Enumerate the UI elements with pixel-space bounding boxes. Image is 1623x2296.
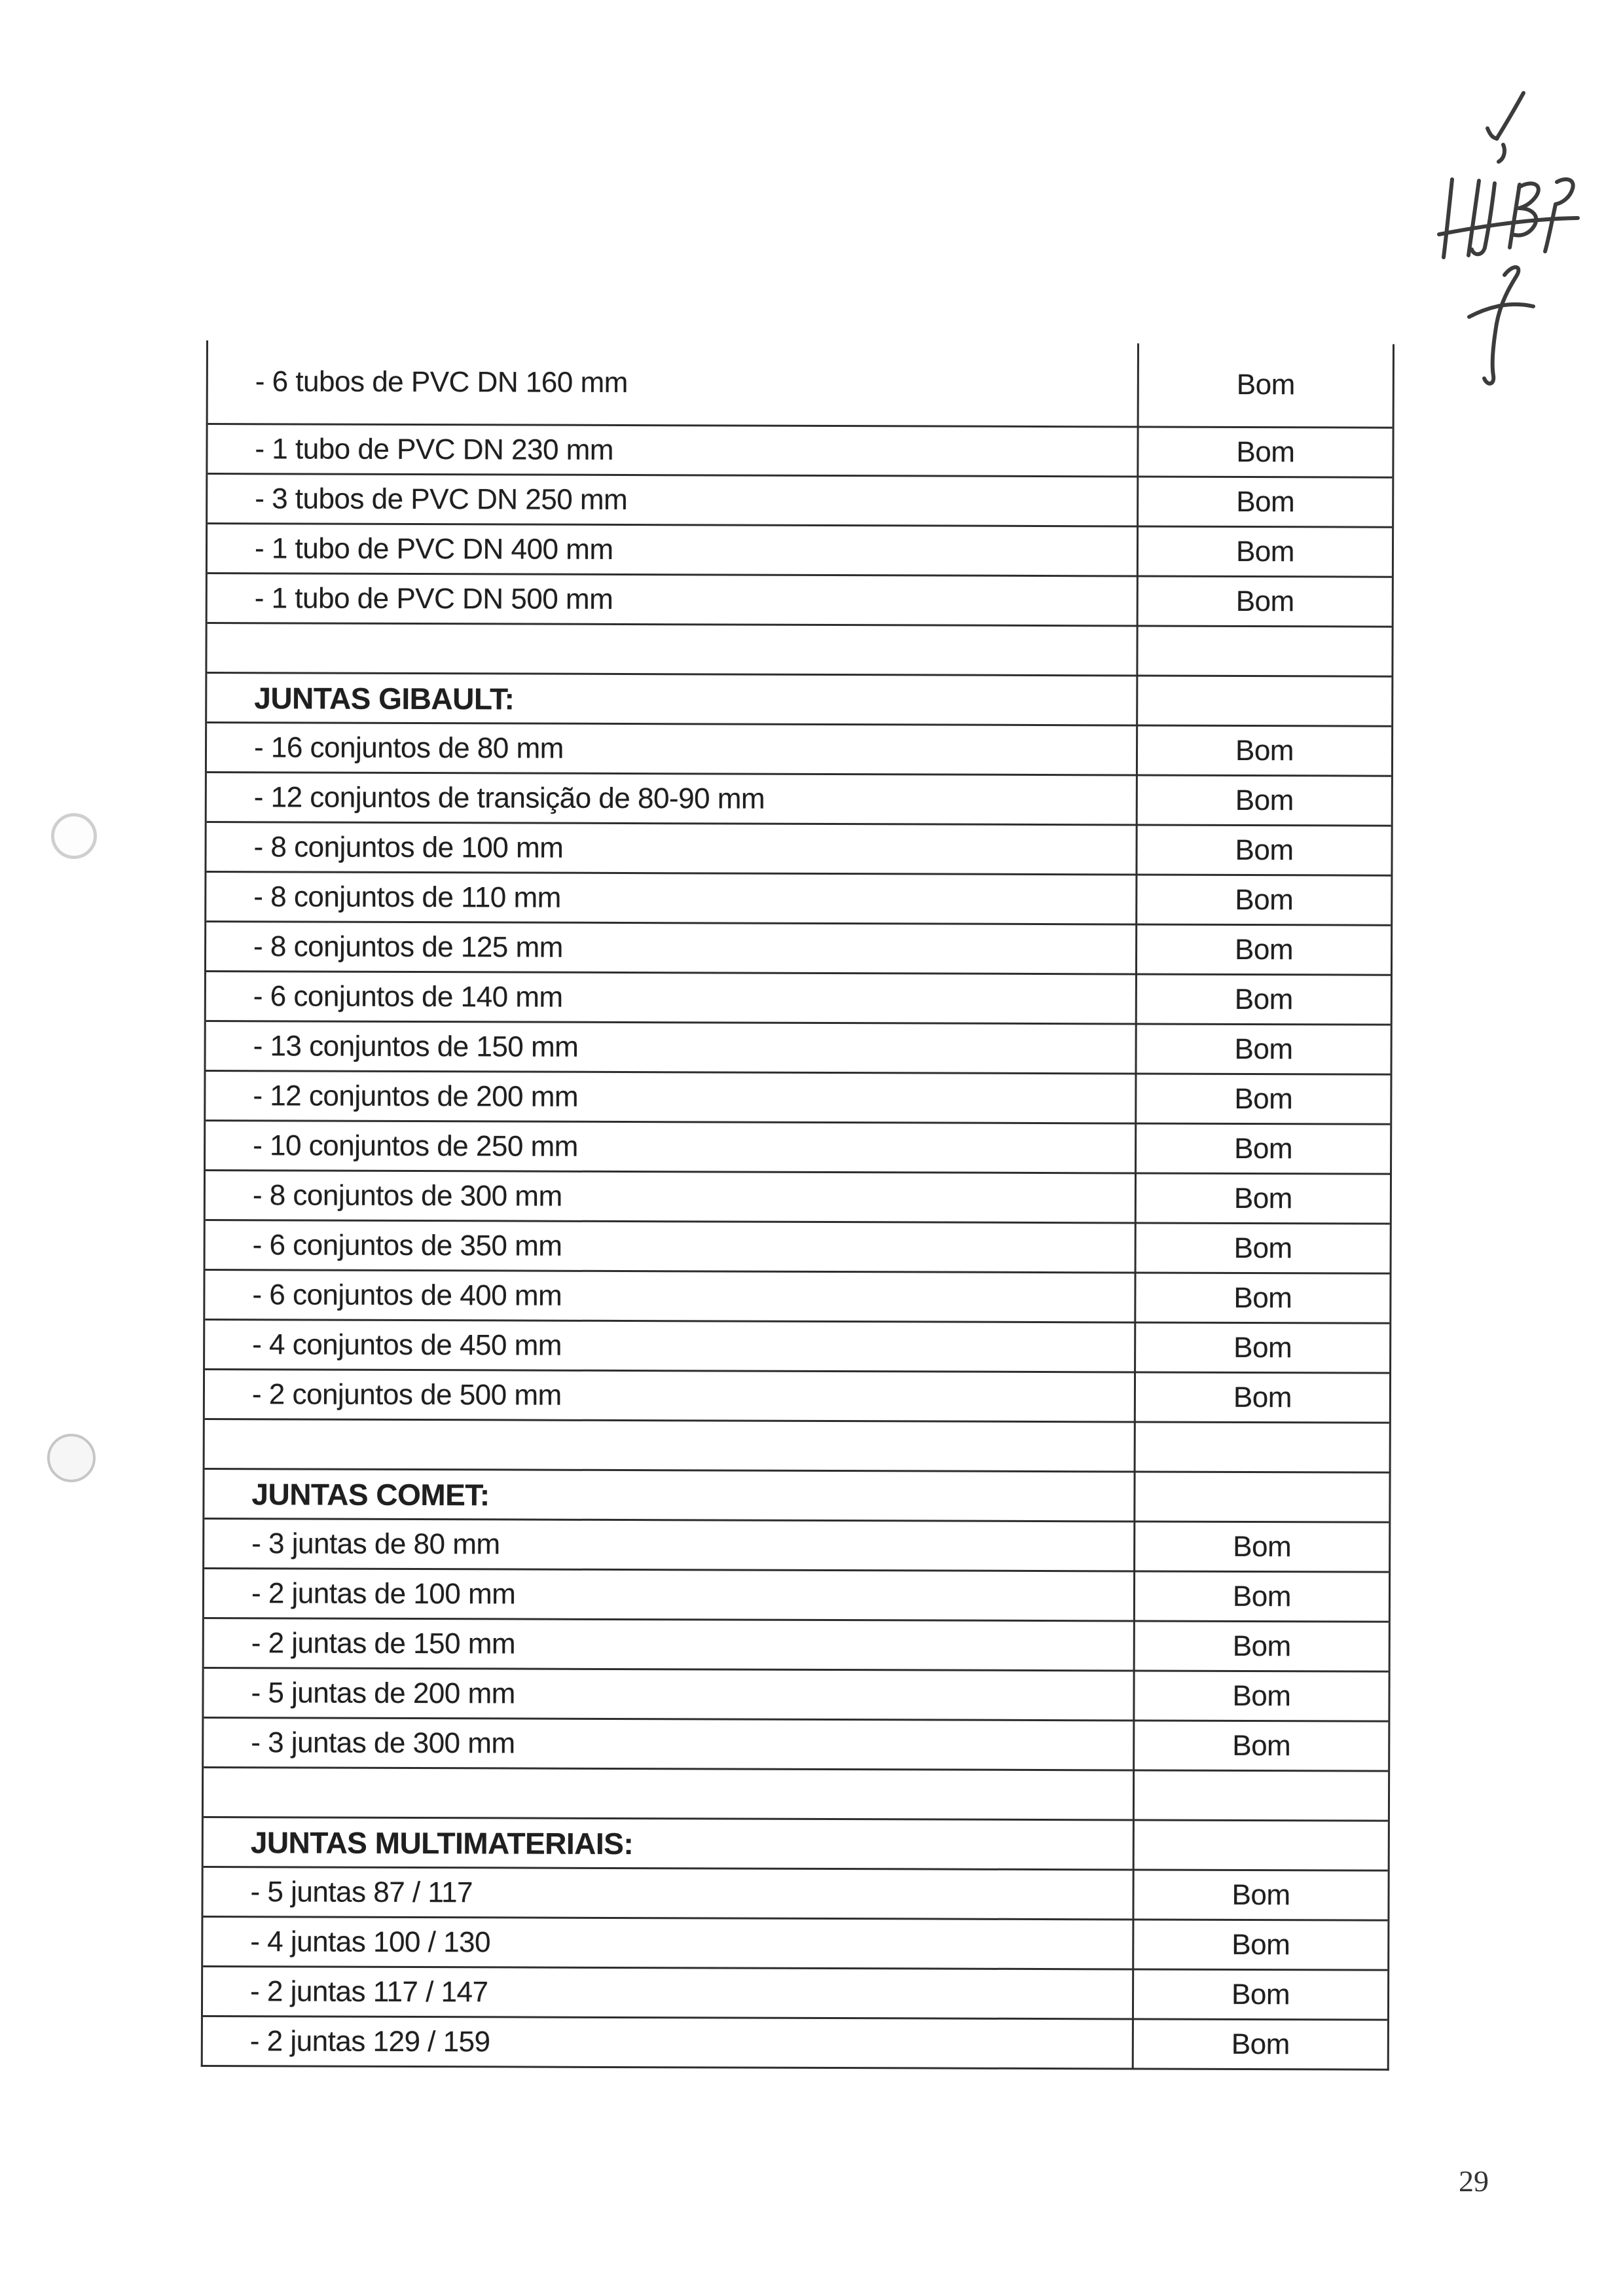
status-cell: Bom	[1133, 1671, 1388, 1720]
status-cell: Bom	[1133, 1622, 1389, 1670]
table-row	[208, 522, 1392, 576]
item-cell: - 8 conjuntos de 125 mm	[253, 930, 563, 964]
item-cell: - 4 juntas 100 / 130	[250, 1925, 491, 1958]
status-cell: Bom	[1136, 726, 1391, 774]
item-cell: - 6 conjuntos de 140 mm	[253, 979, 563, 1013]
table-row	[208, 473, 1392, 526]
table-row	[204, 1518, 1389, 1571]
item-cell: - 2 conjuntos de 500 mm	[251, 1377, 562, 1412]
section-header-cell: JUNTAS GIBAULT:	[254, 680, 515, 716]
status-cell: Bom	[1133, 1572, 1389, 1620]
status-cell: Bom	[1137, 428, 1392, 476]
section-header-row	[207, 672, 1391, 725]
status-cell	[1136, 627, 1391, 675]
status-cell: Bom	[1135, 1124, 1390, 1173]
item-cell: - 2 juntas de 150 mm	[251, 1626, 516, 1660]
status-cell: Bom	[1135, 925, 1391, 974]
section-header-row	[204, 1816, 1388, 1870]
table-row	[207, 771, 1391, 825]
table-row	[206, 871, 1391, 924]
status-cell: Bom	[1133, 1721, 1388, 1770]
table-row	[206, 1219, 1390, 1273]
table-row	[205, 1368, 1389, 1422]
status-cell: Bom	[1137, 343, 1393, 426]
item-cell: - 8 conjuntos de 110 mm	[253, 880, 561, 914]
table-row	[206, 821, 1391, 875]
table-row	[203, 1916, 1387, 1969]
status-cell: Bom	[1135, 875, 1391, 924]
item-cell	[204, 1792, 1133, 1795]
section-header-cell: JUNTAS COMET:	[251, 1476, 490, 1512]
status-cell	[1136, 676, 1391, 725]
status-cell: Bom	[1134, 1373, 1389, 1421]
handwritten-flourish	[1469, 267, 1533, 384]
item-cell: - 3 tubos de PVC DN 250 mm	[255, 482, 628, 516]
item-cell: - 4 conjuntos de 450 mm	[252, 1328, 562, 1362]
page-number: 29	[1459, 2164, 1489, 2198]
table-row	[204, 1667, 1388, 1721]
item-cell: - 6 conjuntos de 350 mm	[252, 1228, 562, 1262]
handwritten-initials	[1439, 179, 1578, 257]
item-cell: - 3 juntas de 80 mm	[251, 1527, 500, 1560]
item-cell: - 8 conjuntos de 100 mm	[253, 830, 564, 864]
item-cell: - 5 juntas 87 / 117	[250, 1875, 473, 1908]
table-row	[204, 1617, 1389, 1671]
table-row	[203, 1866, 1387, 1920]
table-row	[206, 970, 1391, 1024]
table-row	[206, 920, 1391, 974]
status-cell: Bom	[1137, 477, 1392, 526]
item-cell: - 12 conjuntos de 200 mm	[253, 1079, 579, 1113]
section-header-row	[204, 1468, 1389, 1522]
spacer-row	[205, 1418, 1389, 1472]
handwritten-check-icon	[1487, 93, 1523, 162]
status-cell: Bom	[1137, 527, 1392, 575]
table-row	[205, 1319, 1389, 1372]
table-row	[203, 2015, 1387, 2069]
status-cell: Bom	[1135, 1174, 1390, 1222]
status-cell: Bom	[1135, 1074, 1390, 1123]
table-row	[204, 1567, 1389, 1621]
inventory-table	[201, 340, 1395, 2071]
item-cell: - 16 conjuntos de 80 mm	[253, 731, 564, 765]
status-cell: Bom	[1135, 1025, 1390, 1073]
status-cell	[1134, 1423, 1389, 1471]
item-cell: - 1 tubo de PVC DN 230 mm	[255, 432, 614, 466]
hole-punch-bottom	[47, 1434, 96, 1482]
table-row	[204, 1717, 1388, 1770]
item-cell: - 1 tubo de PVC DN 400 mm	[254, 532, 613, 566]
status-cell: Bom	[1135, 1224, 1390, 1272]
section-header-cell: JUNTAS MULTIMATERIAIS:	[250, 1825, 634, 1861]
status-cell: Bom	[1134, 1323, 1389, 1372]
table-row	[205, 1269, 1389, 1322]
status-cell: Bom	[1132, 1870, 1387, 1919]
item-cell: - 2 juntas de 100 mm	[251, 1576, 516, 1610]
table-row	[208, 340, 1393, 427]
table-row	[206, 1169, 1390, 1223]
table-row	[206, 1020, 1391, 1074]
table-row	[208, 572, 1392, 626]
item-cell: - 2 juntas 117 / 147	[250, 1975, 488, 2008]
item-cell: - 6 conjuntos de 400 mm	[252, 1278, 562, 1312]
status-cell: Bom	[1132, 1920, 1387, 1969]
status-cell	[1133, 1821, 1388, 1869]
status-cell: Bom	[1132, 2020, 1387, 2068]
status-cell	[1133, 1771, 1388, 1819]
item-cell	[205, 1444, 1134, 1447]
item-cell: - 6 tubos de PVC DN 160 mm	[255, 365, 628, 399]
item-cell: - 10 conjuntos de 250 mm	[253, 1129, 578, 1163]
table-row	[206, 1120, 1390, 1173]
item-cell: - 12 conjuntos de transição de 80-90 mm	[253, 780, 765, 815]
status-cell	[1133, 1472, 1389, 1521]
item-cell: - 13 conjuntos de 150 mm	[253, 1029, 579, 1063]
item-cell: - 3 juntas de 300 mm	[251, 1726, 515, 1759]
item-cell: - 5 juntas de 200 mm	[251, 1676, 515, 1709]
spacer-row	[207, 622, 1391, 676]
status-cell: Bom	[1132, 1970, 1387, 2018]
table-row	[208, 423, 1392, 477]
status-cell: Bom	[1136, 776, 1391, 824]
status-cell: Bom	[1135, 826, 1391, 874]
spacer-row	[204, 1766, 1388, 1820]
item-cell	[208, 648, 1137, 651]
status-cell: Bom	[1134, 1273, 1389, 1322]
hole-punch-top	[51, 813, 97, 859]
table-row	[206, 1070, 1390, 1123]
table-row	[203, 1965, 1387, 2019]
status-cell: Bom	[1133, 1522, 1389, 1571]
item-cell: - 1 tubo de PVC DN 500 mm	[254, 581, 613, 615]
item-cell: - 8 conjuntos de 300 mm	[252, 1178, 562, 1212]
item-cell: - 2 juntas 129 / 159	[249, 2024, 490, 2058]
table-row	[207, 721, 1391, 775]
status-cell: Bom	[1137, 577, 1392, 625]
status-cell: Bom	[1135, 975, 1391, 1023]
